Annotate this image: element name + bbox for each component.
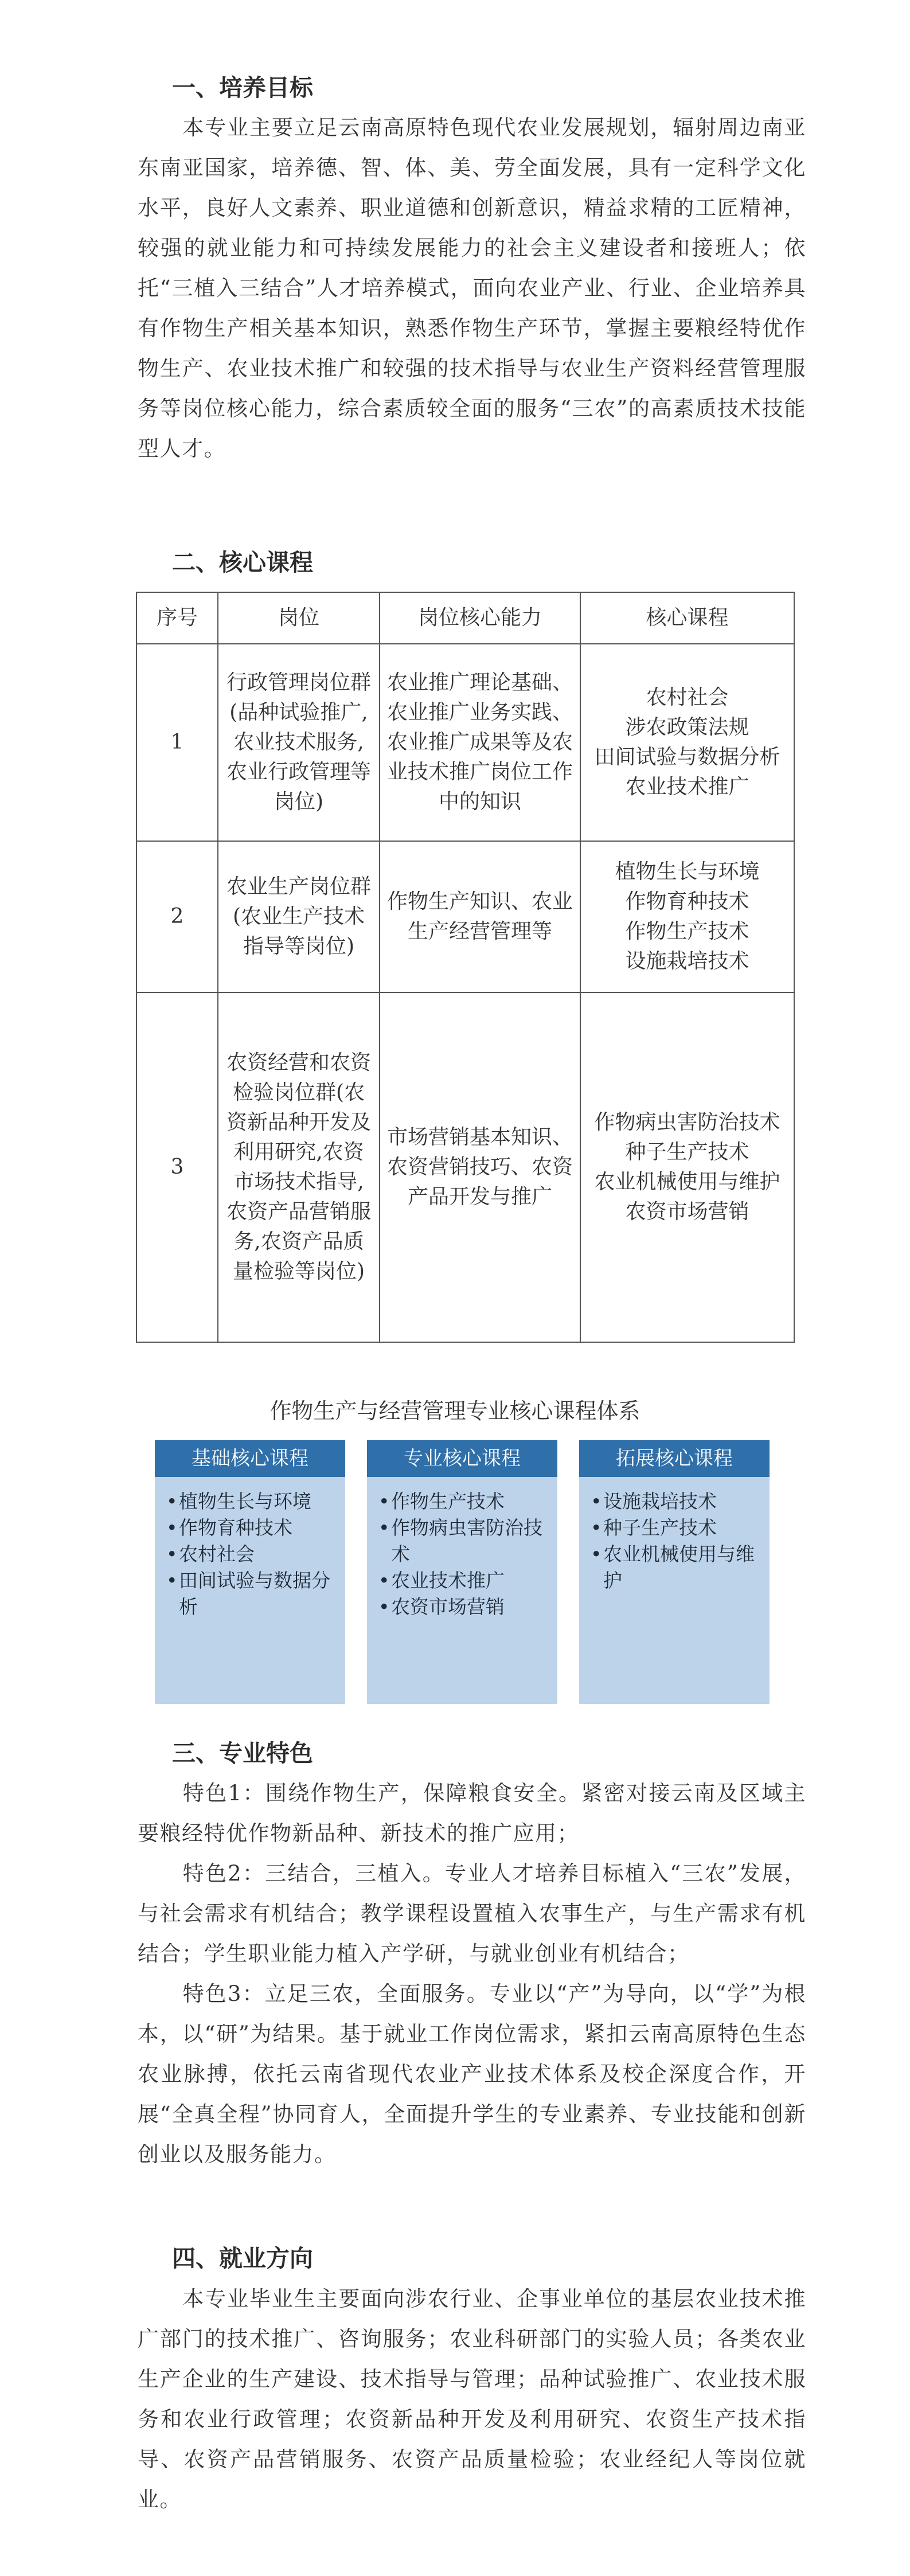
course-item: 农村社会 — [646, 686, 729, 709]
feature-paragraph-1 — [138, 1773, 806, 1854]
list-item: • 作物生产技术 — [378, 1488, 549, 1515]
list-item: • 农业技术推广 — [378, 1568, 549, 1594]
row-ability: 作物生产知识、农业生产经营管理等 — [380, 841, 580, 992]
list-item: • 种子生产技术 — [591, 1515, 761, 1541]
course-list — [579, 1488, 770, 1594]
section-title-features: 三、专业特色 — [172, 1740, 313, 1767]
goal-text: 本专业主要立足云南高原特色现代农业发展规划，辐射周边南亚东南亚国家，培养德、智、体、美、劳全面发展，具有一定科学文化水平，良好人文素养、职业道德和创新意识，精益求精的工匠精神，较强的就业能力和可持续发展能力的社会主义建设者和接班人；依托“三植入三结合”人才培养模式，面向农业产业、行业、企业培养具有作物生产相关基本知识，熟悉作物生产环节，掌握主要粮经特优作物生产、农业技术推广和较强的技术指导与农业生产资料经营管理服务等岗位核心能力，综合素质较全面的服务“三农”的高素质技术技能型人才。 — [138, 115, 806, 461]
employment-text: 本专业毕业生主要面向涉农行业、企事业单位的基层农业技术推广部门的技术推广、咨询服务；农业科研部门的实验人员；各类农业生产企业的生产建设、技术指导与管理；品种试验推广、农业技术服务和农业行政管理；农资新品种开发及利用研究、农资生产技术指导、农资产品营销服务、农资产品质量检验；农业经纪人等岗位就业。 — [138, 2286, 806, 2512]
course-item: 田间试验与数据分析 — [594, 745, 780, 769]
list-item: • 植物生长与环境 — [166, 1488, 337, 1515]
course-item: 作物育种技术 — [625, 890, 749, 913]
header-position: 岗位 — [218, 592, 380, 644]
row-courses — [580, 841, 794, 992]
course-item: 设施栽培技术 — [625, 949, 749, 973]
row-no: 3 — [136, 992, 218, 1342]
core-course-table — [136, 592, 795, 1343]
course-column-extended — [579, 1440, 770, 1704]
course-item: 植物生长与环境 — [615, 860, 760, 884]
feature-text: 特色1：围绕作物生产，保障粮食安全。紧密对接云南及区域主要粮经特优作物新品种、新技术的推广应用； — [138, 1781, 806, 1846]
list-item: • 农业机械使用与维护 — [591, 1541, 761, 1594]
course-item: 作物病虫害防治技术 — [594, 1111, 780, 1134]
course-item: 作物生产技术 — [625, 920, 749, 943]
feature-paragraph-3 — [138, 1974, 806, 2175]
feature-paragraph-2 — [138, 1854, 806, 1974]
feature-text: 特色3：立足三农，全面服务。专业以“产”为导向，以“学”为根本，以“研”为结果。基于就业工作岗位需求，紧扣云南高原特色生态农业脉搏，依托云南省现代农业产业技术体系及校企深度合作，开展“全真全程”协同育人，全面提升学生的专业素养、专业技能和创新创业以及服务能力。 — [138, 1981, 806, 2167]
course-column-professional — [367, 1440, 557, 1704]
row-ability: 农业推广理论基础、农业推广业务实践、农业推广成果等及农业技术推广岗位工作中的知识 — [380, 644, 580, 841]
table-row — [136, 992, 794, 1342]
list-item: • 田间试验与数据分析 — [166, 1568, 337, 1620]
column-header: 拓展核心课程 — [579, 1440, 770, 1477]
row-position: 行政管理岗位群(品种试验推广,农业技术服务,农业行政管理等岗位) — [218, 644, 380, 841]
header-ability: 岗位核心能力 — [380, 592, 580, 644]
employment-paragraph — [138, 2279, 806, 2520]
row-no: 1 — [136, 644, 218, 841]
list-item: • 作物病虫害防治技术 — [378, 1515, 549, 1568]
row-courses — [580, 644, 794, 841]
course-item: 种子生产技术 — [625, 1140, 749, 1164]
column-header: 专业核心课程 — [367, 1440, 557, 1477]
section-title-core: 二、核心课程 — [172, 549, 313, 576]
course-list — [367, 1488, 557, 1620]
goal-paragraph — [138, 108, 806, 469]
table-header-row — [136, 592, 794, 644]
row-courses — [580, 992, 794, 1342]
header-no: 序号 — [136, 592, 218, 644]
list-item: • 作物育种技术 — [166, 1515, 337, 1541]
row-ability: 市场营销基本知识、农资营销技巧、农资产品开发与推广 — [380, 992, 580, 1342]
column-header: 基础核心课程 — [155, 1440, 345, 1477]
list-item: • 农村社会 — [166, 1541, 337, 1568]
list-item: • 设施栽培技术 — [591, 1488, 761, 1515]
list-item: • 农资市场营销 — [378, 1594, 549, 1620]
table-row — [136, 841, 794, 992]
table-row — [136, 644, 794, 841]
header-courses: 核心课程 — [580, 592, 794, 644]
course-item: 农资市场营销 — [625, 1200, 749, 1223]
course-column-basic — [155, 1440, 345, 1704]
course-item: 涉农政策法规 — [625, 716, 749, 739]
row-position: 农资经营和农资检验岗位群(农资新品种开发及利用研究,农资市场技术指导,农资产品营销服务,农资产品质量检验等岗位) — [218, 992, 380, 1342]
section-title-goal: 一、培养目标 — [172, 74, 313, 101]
course-list — [155, 1488, 345, 1620]
feature-text: 特色2：三结合，三植入。专业人才培养目标植入“三农”发展，与社会需求有机结合；教学课程设置植入农事生产，与生产需求有机结合；学生职业能力植入产学研，与就业创业有机结合； — [138, 1861, 806, 1966]
course-system-title: 作物生产与经营管理专业核心课程体系 — [270, 1398, 640, 1424]
row-position: 农业生产岗位群(农业生产技术指导等岗位) — [218, 841, 380, 992]
section-title-employment: 四、就业方向 — [172, 2245, 313, 2272]
course-item: 农业技术推广 — [625, 775, 749, 799]
row-no: 2 — [136, 841, 218, 992]
course-item: 农业机械使用与维护 — [594, 1170, 780, 1194]
